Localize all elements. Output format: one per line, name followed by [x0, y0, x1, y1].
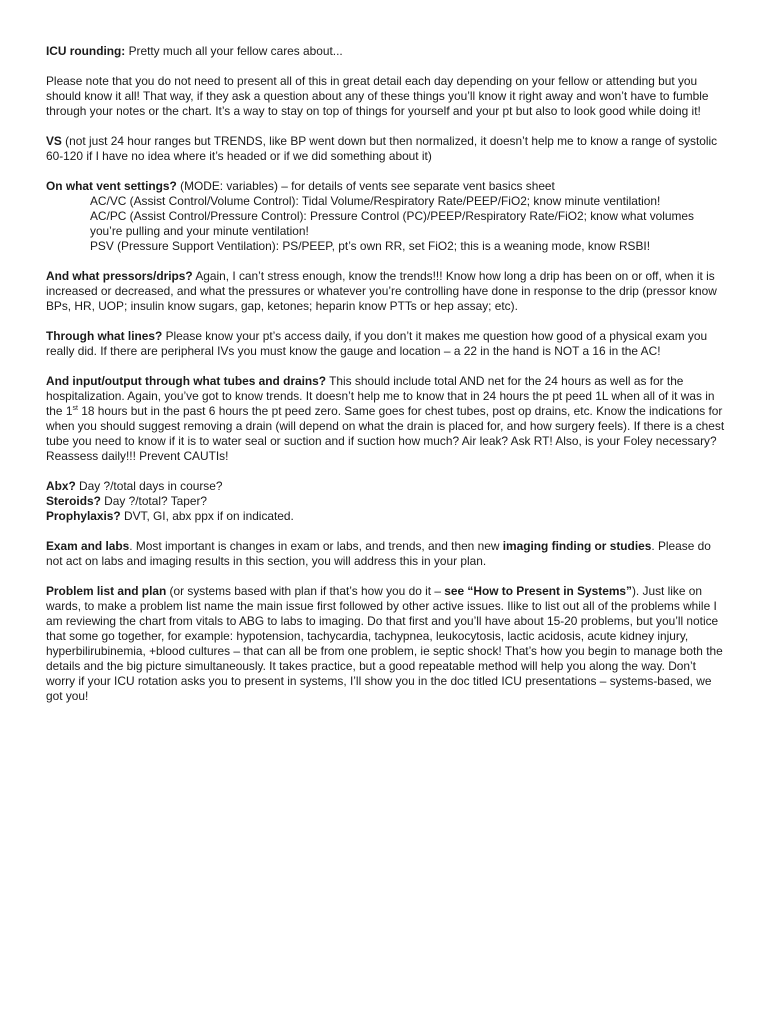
io-paragraph — [46, 374, 728, 464]
vs-paragraph — [46, 134, 728, 164]
icu-rounding-text: Pretty much all your fellow cares about... — [125, 44, 343, 58]
steroids-line — [46, 494, 728, 509]
abx-line — [46, 479, 728, 494]
lines-paragraph — [46, 329, 728, 359]
vent-section — [46, 179, 728, 254]
io-superscript: st — [72, 405, 78, 412]
icu-rounding-heading: ICU rounding: — [46, 44, 126, 58]
vent-heading: On what vent settings? — [46, 179, 177, 193]
prophylaxis-text: DVT, GI, abx ppx if on indicated. — [120, 509, 294, 523]
abx-heading: Abx? — [46, 479, 76, 493]
vent-mode-psv: PSV (Pressure Support Ventilation): PS/PEEP, pt’s own RR, set FiO2; this is a weaning mode, know RSBI! — [90, 239, 651, 253]
pressors-heading: And what pressors/drips? — [46, 269, 193, 283]
lines-heading: Through what lines? — [46, 329, 163, 343]
problem-bold-phrase: see “How to Present in Systems” — [444, 584, 632, 598]
problem-text-b: ). Just like on wards, to make a problem list name the main issue first followed by other active issues. Ilike to list out all of the problems while I am reviewing the chart from vitals to ABG to labs to imaging. Do that first and you’ll have about 15-20 problems, but you’ll notice that some go together, for example: hypotension, tachycardia, tachypnea, leukocytosis, lactic acidosis, acute kidney injury, hyperbilirubinemia, +blood cultures – that can all be from one problem, ie septic shock! That’s how you begin to manage both the details and the big picture simultaneously. It takes practice, but a good repeatable method will help you along the way. Don’t worry if your ICU rotation asks you to present in systems, I’ll show you in the doc titled ICU presentations – systems-based, we got you! — [46, 584, 723, 703]
exam-bold-phrase: imaging finding or studies — [502, 539, 652, 553]
vent-heading-line — [46, 179, 728, 194]
vent-mode-acvc: AC/VC (Assist Control/Volume Control): Tidal Volume/Respiratory Rate/PEEP/FiO2; know minute ventilation! — [90, 194, 661, 208]
icu-rounding-paragraph — [46, 44, 728, 59]
exam-text-a: . Most important is changes in exam or labs, and trends, and then new — [129, 539, 503, 553]
abx-text: Day ?/total days in course? — [75, 479, 223, 493]
problem-paragraph — [46, 584, 728, 704]
io-text-b: 18 hours but in the past 6 hours the pt peed zero. Same goes for chest tubes, post op drains, etc. Know the indications for when you should suggest removing a drain (will depend on what the drain is placed for, and how surgery feels). If there is a chest tube you need to know if it is to water seal or suction and if suction how much? Air leak? Ask RT! Also, is your Foley necessary? Reassess daily!!! Prevent CAUTIs! — [46, 404, 725, 463]
pressors-paragraph — [46, 269, 728, 314]
io-heading: And input/output through what tubes and drains? — [46, 374, 327, 388]
steroids-text: Day ?/total? Taper? — [100, 494, 208, 508]
vs-text: (not just 24 hour ranges but TRENDS, like BP went down but then normalized, it doesn’t help me to know a range of systolic 60-120 if I have no idea where it’s headed or if we did something about it) — [46, 134, 718, 163]
vent-mode-acpc: AC/PC (Assist Control/Pressure Control): Pressure Control (PC)/PEEP/Respiratory Rate/FiO2; know what volumes you’re pulling and your minute ventilation! — [90, 209, 694, 238]
lines-text: Please know your pt’s access daily, if you don’t it makes me question how good of a physical exam you really did. If there are peripheral IVs you must know the gauge and location – a 22 in the hand is NOT a 16 in the AC! — [46, 329, 708, 358]
exam-heading: Exam and labs — [46, 539, 130, 553]
prophylaxis-line — [46, 509, 728, 524]
meds-section — [46, 479, 728, 524]
vs-heading: VS — [46, 134, 62, 148]
vent-text: (MODE: variables) – for details of vents see separate vent basics sheet — [176, 179, 555, 193]
problem-heading: Problem list and plan — [46, 584, 167, 598]
exam-text-b: . Please do not act on labs and imaging results in this section, you will address this in your plan. — [46, 539, 711, 568]
intro-paragraph: Please note that you do not need to present all of this in great detail each day depending on your fellow or attending but you should know it all! That way, if they ask a question about any of these things you’ll know it right away and won’t have to fumble through your notes or the chart. It’s a way to stay on top of things for yourself and your pt but also to look good while doing it! — [46, 74, 709, 118]
steroids-heading: Steroids? — [46, 494, 101, 508]
io-text-a: This should include total AND net for the 24 hours as well as for the hospitalization. Again, you’ve got to know trends. It doesn’t help me to know that in 24 hours the pt peed 1L when all of it was in the 1 — [46, 374, 715, 418]
problem-text-a: (or systems based with plan if that’s how you do it – — [166, 584, 445, 598]
prophylaxis-heading: Prophylaxis? — [46, 509, 121, 523]
pressors-text: Again, I can’t stress enough, know the trends!!! Know how long a drip has been on or off, when it is increased or decreased, and what the pressures or whatever you’re controlling have done in response to the drip (pressor know BPs, HR, UOP; insulin know sugars, gap, ketones; heparin know PTTs or hep assay; etc). — [46, 269, 717, 313]
exam-paragraph — [46, 539, 728, 569]
